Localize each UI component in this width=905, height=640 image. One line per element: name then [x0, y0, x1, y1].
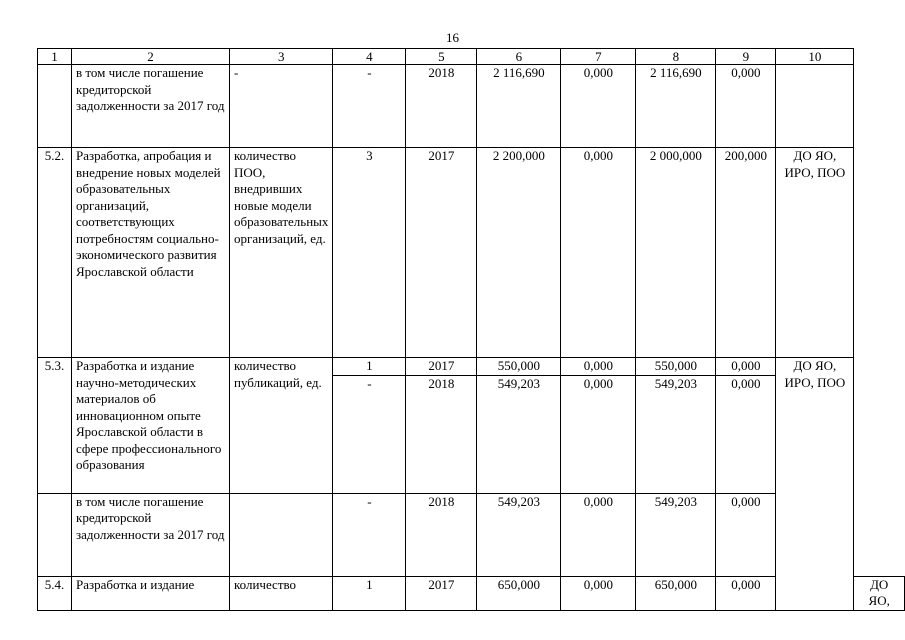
col-header-6: 6: [477, 49, 561, 65]
indicator-value: 3: [333, 148, 406, 358]
indicator-value: 1: [333, 358, 406, 376]
measure-name: в том числе погашение кредиторской задолженности за 2017 год: [72, 493, 230, 576]
measure-name: Разработка и издание научно-методических материалов об инновационном опыте Ярославской области в сфере профессионального образования: [72, 358, 230, 494]
col7-amount: 0,000: [561, 148, 636, 358]
col-header-3: 3: [230, 49, 333, 65]
col7-amount: 0,000: [561, 65, 636, 148]
col7-amount: 0,000: [561, 493, 636, 576]
table-row: [38, 576, 905, 610]
col-header-8: 8: [636, 49, 716, 65]
col9-amount: 0,000: [716, 65, 776, 148]
total-amount: 650,000: [477, 576, 561, 610]
col-header-2: 2: [72, 49, 230, 65]
table-row: [38, 148, 905, 358]
indicator: [230, 493, 333, 576]
col9-amount: 200,000: [716, 148, 776, 358]
col7-amount: 0,000: [561, 576, 636, 610]
year: 2017: [406, 148, 477, 358]
column-number-row: [38, 49, 905, 65]
total-amount: 2 200,000: [477, 148, 561, 358]
executor: ДО ЯО, ИРО, ПОО: [776, 148, 854, 358]
col-header-7: 7: [561, 49, 636, 65]
measure-name: в том числе погашение кредиторской задолженности за 2017 год: [72, 65, 230, 148]
col8-amount: 2 116,690: [636, 65, 716, 148]
row-number: [38, 493, 72, 576]
table-row: [38, 358, 905, 376]
total-amount: 549,203: [477, 493, 561, 576]
total-amount: 549,203: [477, 375, 561, 493]
indicator-value: -: [333, 375, 406, 493]
year: 2018: [406, 65, 477, 148]
row-number: 5.2.: [38, 148, 72, 358]
col-header-5: 5: [406, 49, 477, 65]
col9-amount: 0,000: [716, 358, 776, 376]
row-number: 5.3.: [38, 358, 72, 494]
page-number: 16: [446, 30, 459, 45]
col9-amount: 0,000: [716, 375, 776, 493]
executor: ДО ЯО,: [854, 576, 905, 610]
col-header-10: 10: [776, 49, 854, 65]
table-row: [38, 65, 905, 148]
measure-name: Разработка и издание: [72, 576, 230, 610]
col8-amount: 549,203: [636, 375, 716, 493]
col7-amount: 0,000: [561, 375, 636, 493]
total-amount: 550,000: [477, 358, 561, 376]
col9-amount: 0,000: [716, 493, 776, 576]
indicator-value: -: [333, 493, 406, 576]
row-number: [38, 65, 72, 148]
indicator-value: -: [333, 65, 406, 148]
program-table: [37, 48, 905, 611]
year: 2017: [406, 576, 477, 610]
measure-name: Разработка, апробация и внедрение новых моделей образовательных организаций, соответствующих потребностям социально-экономического развития Ярославской области: [72, 148, 230, 358]
col8-amount: 549,203: [636, 493, 716, 576]
row-number: 5.4.: [38, 576, 72, 610]
col8-amount: 650,000: [636, 576, 716, 610]
indicator-value: 1: [333, 576, 406, 610]
indicator: количество ПОО, внедривших новые модели образовательных организаций, ед.: [230, 148, 333, 358]
year: 2018: [406, 375, 477, 493]
col8-amount: 550,000: [636, 358, 716, 376]
executor: ДО ЯО, ИРО, ПОО: [776, 358, 854, 611]
indicator: количество: [230, 576, 333, 610]
col-header-4: 4: [333, 49, 406, 65]
executor: [776, 65, 854, 148]
col-header-1: 1: [38, 49, 72, 65]
total-amount: 2 116,690: [477, 65, 561, 148]
col8-amount: 2 000,000: [636, 148, 716, 358]
indicator: количество публикаций, ед.: [230, 358, 333, 494]
col9-amount: 0,000: [716, 576, 776, 610]
table-row: [38, 493, 905, 576]
year: 2017: [406, 358, 477, 376]
indicator: -: [230, 65, 333, 148]
col7-amount: 0,000: [561, 358, 636, 376]
col-header-9: 9: [716, 49, 776, 65]
year: 2018: [406, 493, 477, 576]
